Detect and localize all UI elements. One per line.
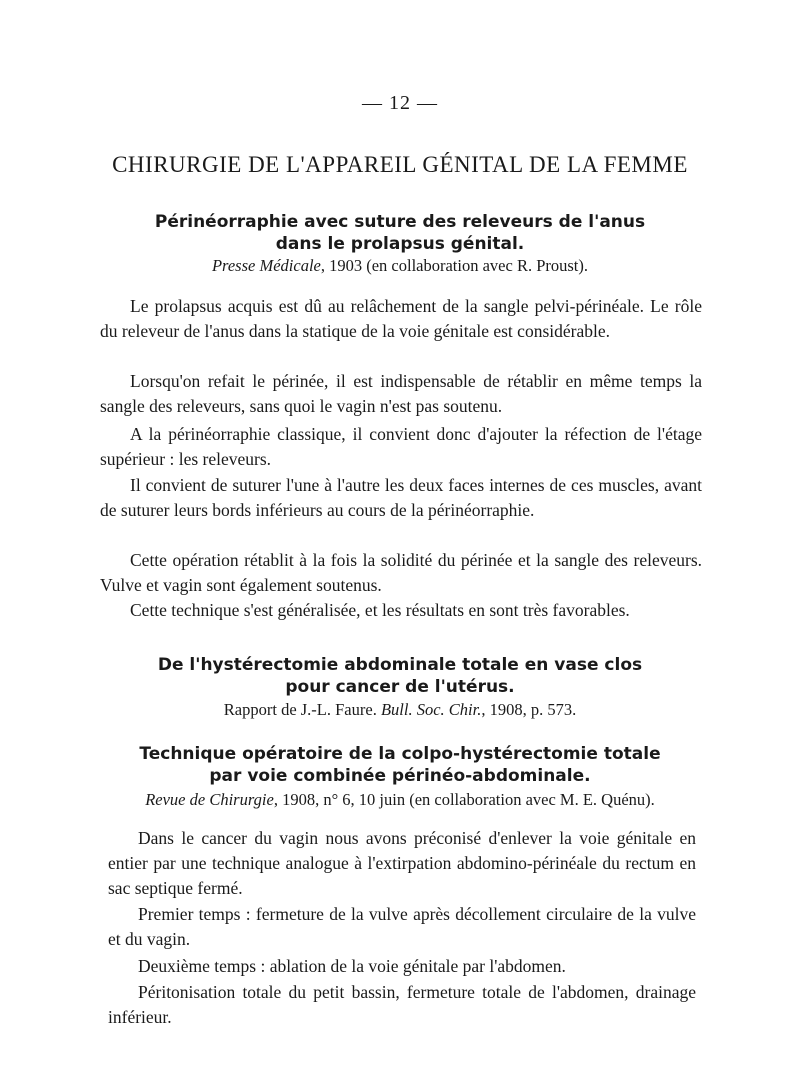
article-1-citation bbox=[0, 256, 800, 276]
article-1-paragraph-4: Il convient de suturer l'une à l'autre les deux faces internes de ces muscles, avant de suturer leurs bords inférieurs au cours de la périnéorraphie. bbox=[100, 475, 702, 520]
article-3-paragraph-2: Premier temps : fermeture de la vulve après décollement circulaire de la vulve et du vagin. bbox=[108, 904, 696, 949]
article-3-citation-rest: , 1908, n° 6, 10 juin (en collaboration avec M. E. Quénu). bbox=[273, 790, 655, 809]
article-1-paragraph-1: Le prolapsus acquis est dû au relâchement de la sangle pelvi-périnéale. Le rôle du releveur de l'anus dans la statique de la voie génitale est considérable. bbox=[100, 296, 702, 341]
article-3-heading bbox=[0, 743, 800, 787]
article-1-journal: Presse Médicale bbox=[211, 256, 321, 275]
article-2-citation-prefix: Rapport de J.-L. Faure. bbox=[223, 700, 381, 719]
article-2-heading-line-2: pour cancer de l'utérus. bbox=[285, 677, 515, 697]
article-3-heading-line-2: par voie combinée périnéo-abdominale. bbox=[209, 766, 591, 786]
article-3-paragraph-1: Dans le cancer du vagin nous avons préconisé d'enlever la voie génitale en entier par une technique analogue à l'extirpation abdomino-périnéale du rectum en sac septique fermé. bbox=[108, 828, 696, 898]
article-1-heading-line-2: dans le prolapsus génital. bbox=[275, 234, 525, 254]
article-3-journal: Revue de Chirurgie bbox=[145, 790, 274, 809]
section-title: CHIRURGIE DE L'APPAREIL GÉNITAL DE LA FEMME bbox=[112, 152, 688, 177]
article-3-heading-line-1: Technique opératoire de la colpo-hystérectomie totale bbox=[139, 744, 661, 764]
article-1-citation-rest: , 1903 (en collaboration avec R. Proust). bbox=[320, 256, 589, 275]
article-3-paragraph-3: Deuxième temps : ablation de la voie génitale par l'abdomen. bbox=[138, 956, 566, 976]
article-1-heading-line-1: Périnéorraphie avec suture des releveurs de l'anus bbox=[154, 212, 646, 232]
page-number: — 12 — bbox=[362, 92, 438, 114]
article-1-heading bbox=[0, 211, 800, 255]
article-3-citation bbox=[0, 790, 800, 810]
article-1-paragraph-2: Lorsqu'on refait le périnée, il est indispensable de rétablir en même temps la sangle des releveurs, sans quoi le vagin n'est pas soutenu. bbox=[100, 371, 702, 416]
article-1-paragraph-3: A la périnéorraphie classique, il convient donc d'ajouter la réfection de l'étage supérieur : les releveurs. bbox=[100, 424, 702, 469]
article-2-journal: Bull. Soc. Chir. bbox=[380, 700, 482, 719]
article-2-citation bbox=[0, 700, 800, 720]
article-1-paragraph-5: Cette opération rétablit à la fois la solidité du périnée et la sangle des releveurs. Vulve et vagin sont également soutenus. bbox=[100, 550, 702, 595]
article-1-paragraph-6: Cette technique s'est généralisée, et les résultats en sont très favorables. bbox=[130, 600, 630, 620]
article-2-citation-rest: , 1908, p. 573. bbox=[481, 700, 577, 719]
article-2-heading-line-1: De l'hystérectomie abdominale totale en vase clos bbox=[157, 655, 643, 675]
article-3-paragraph-4: Péritonisation totale du petit bassin, fermeture totale de l'abdomen, drainage inférieur. bbox=[108, 982, 696, 1027]
article-2-heading bbox=[0, 654, 800, 698]
